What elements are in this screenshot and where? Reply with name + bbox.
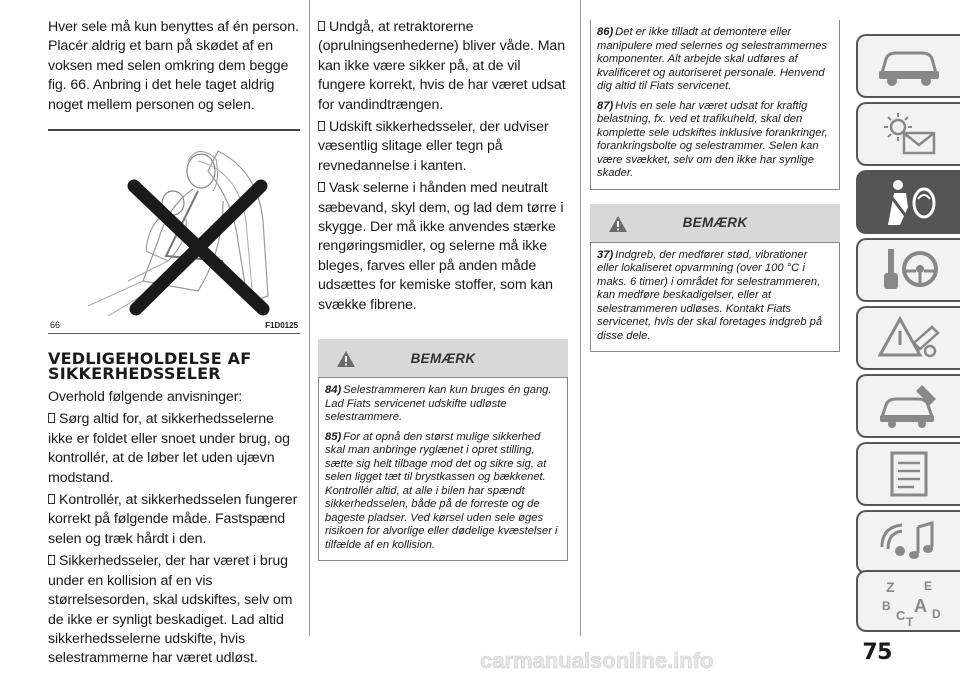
bullet-square-icon — [48, 494, 55, 504]
bullet-item: Undgå, at retraktorerne (oprulningsenhederne) bliver våde. Man kan ikke være sikker på, at de vil fungere korrekt, hvis de har været udsat for vandindtrængen. — [318, 19, 566, 113]
index-letter-b: B — [882, 599, 891, 613]
note-item: 37) Indgreb, der medfører stød, vibrationer eller lokaliseret opvarmning (over 100 °C i maks. 6 timer) i området for selestrammeren, kan medføre beskadigelser, eller at selestrammeren udløses. Kontakt Fiats servicenet, hvis der skal foretages indgreb på disse dele. — [597, 248, 823, 342]
warning-triangle-icon — [336, 350, 356, 368]
bullet-square-icon — [48, 555, 55, 565]
bullet-square-icon — [48, 413, 55, 423]
note-item: 86) Det er ikke tilladt at demontere eller manipulere med selernes og selestrammernes komponenter. Alt arbejde skal udføres af kvalificeret og autoriseret personale. Henvend dig altid til Fiats servicenet. — [597, 26, 828, 92]
section-heading: VEDLIGEHOLDELSE AF SIKKERHEDSSELER — [48, 349, 252, 384]
column-divider — [309, 0, 310, 636]
note-continued-body — [590, 20, 840, 190]
intro-paragraph: Hver sele må kun benyttes af én person. Placér aldrig et barn på skødet af en voksen med selen omkring dem begge fig. 66. Anbring i det hele taget aldrig noget mellem personen og selen. — [48, 19, 299, 113]
note-title: BEMÆRK — [682, 215, 748, 230]
tab-maintenance[interactable] — [856, 374, 960, 438]
bullet-item: Kontrollér, at sikkerhedsselen fungerer korrekt på følgende måde. Fastspænd selen og træk hårdt i den. — [48, 492, 298, 547]
bullet-square-icon — [318, 21, 325, 31]
key-steering-icon — [874, 245, 944, 295]
index-letter-t: T — [906, 615, 914, 626]
tab-car[interactable] — [856, 34, 960, 98]
car-icon — [874, 43, 944, 89]
multimedia-icon — [874, 517, 944, 567]
index-letter-a: A — [914, 596, 927, 616]
tab-multimedia[interactable] — [856, 510, 960, 574]
warning-note — [590, 204, 840, 353]
tab-starting-driving[interactable] — [856, 238, 960, 302]
tab-emergency[interactable] — [856, 306, 960, 370]
figure-number: 66 — [50, 320, 61, 331]
figure-66 — [48, 129, 300, 334]
column-divider — [580, 0, 581, 636]
note-item: 87) Hvis en sele har været udsat for kraftig belastning, fx. ved et trafikuheld, skal den komplette sele udskiftes inklusive forankringer, forankringsbolte og selestrammer. Selen kan være svækket, selv om den ikke har synlige skader. — [597, 99, 828, 179]
warning-lights-icon — [874, 109, 944, 159]
warning-triangle-icon — [608, 215, 628, 233]
index-letter-d: D — [932, 607, 941, 621]
watermark — [480, 648, 920, 672]
column-3 — [590, 20, 840, 352]
note-header — [318, 339, 568, 377]
page-number: 75 — [862, 640, 892, 665]
maintenance-icon — [874, 381, 944, 431]
bullet-item: Vask selerne i hånden med neutralt sæbevand, skyl dem, og lad dem tørre i skygge. Der må ikke anvendes stærke rengøringsmidler, og selerne må ikke bleges, farves eller på anden måde udsættes for kemiske stoffer, som kan svække fibrene. — [318, 180, 564, 313]
bullet-item: Udskift sikkerhedsseler, der udviser væsentlig slitage eller tegn på revnedannelse i kanten. — [318, 119, 549, 174]
index-letter-e: E — [924, 579, 933, 593]
note-title: BEMÆRK — [410, 350, 476, 366]
note-body — [318, 377, 568, 561]
tab-warning-lights[interactable] — [856, 102, 960, 166]
bullet-item: Sikkerhedsseler, der har været i brug under en kollision af en vis størrelsesorden, skal udskiftes, selv om de ikke er synligt beskadiget. Lad altid sikkerhedsselerne udskifte, hvis selestrammerne har været udløst. — [48, 553, 293, 667]
note-body — [590, 242, 840, 353]
figure-code: F1D0125 — [265, 321, 298, 331]
lead-paragraph: Overhold følgende anvisninger: — [48, 389, 243, 406]
seatbelt-airbag-icon — [874, 177, 944, 227]
tab-index[interactable] — [856, 570, 960, 632]
bullet-square-icon — [318, 182, 325, 192]
note-item: 84) Selestrammeren kan kun bruges én gang. Lad Fiats servicenet udskifte udløste selestrammere. — [325, 384, 552, 424]
child-on-lap-illustration — [48, 131, 300, 321]
tab-safety[interactable] — [856, 170, 960, 234]
svg-text:carmanualsonline.info: carmanualsonline.info — [480, 648, 714, 672]
tab-technical-data[interactable] — [856, 442, 960, 506]
roadside-warning-icon — [874, 313, 944, 363]
note-header — [590, 204, 840, 242]
index-letter-z: Z — [886, 579, 895, 595]
column-1 — [48, 18, 300, 669]
checklist-icon — [874, 449, 944, 499]
warning-note — [318, 339, 568, 561]
bullet-item: Sørg altid for, at sikkerhedsselerne ikke er foldet eller snoet under brug, og kontrollér, at de løber let uden ujævn modstand. — [48, 411, 290, 486]
column-2 — [318, 18, 570, 561]
index-icon — [874, 576, 944, 626]
bullet-square-icon — [318, 121, 325, 131]
note-item: 85) For at opnå den størst mulige sikkerhed skal man anbringe ryglænet i opret stilling, sætte sig helt tilbage mod det og sikre sig, at selen ligget tæt til brystkassen og bækkenet. Kontrollér altid, at alle i bilen har spændt sikkerhedsselen, både på de forreste og de bageste pladser. Ved kørsel uden sele øges risikoen for alvorlige eller dødelige kvæstelser i tilfælde af en kollision. — [325, 430, 558, 551]
index-letter-c: C — [896, 608, 906, 623]
